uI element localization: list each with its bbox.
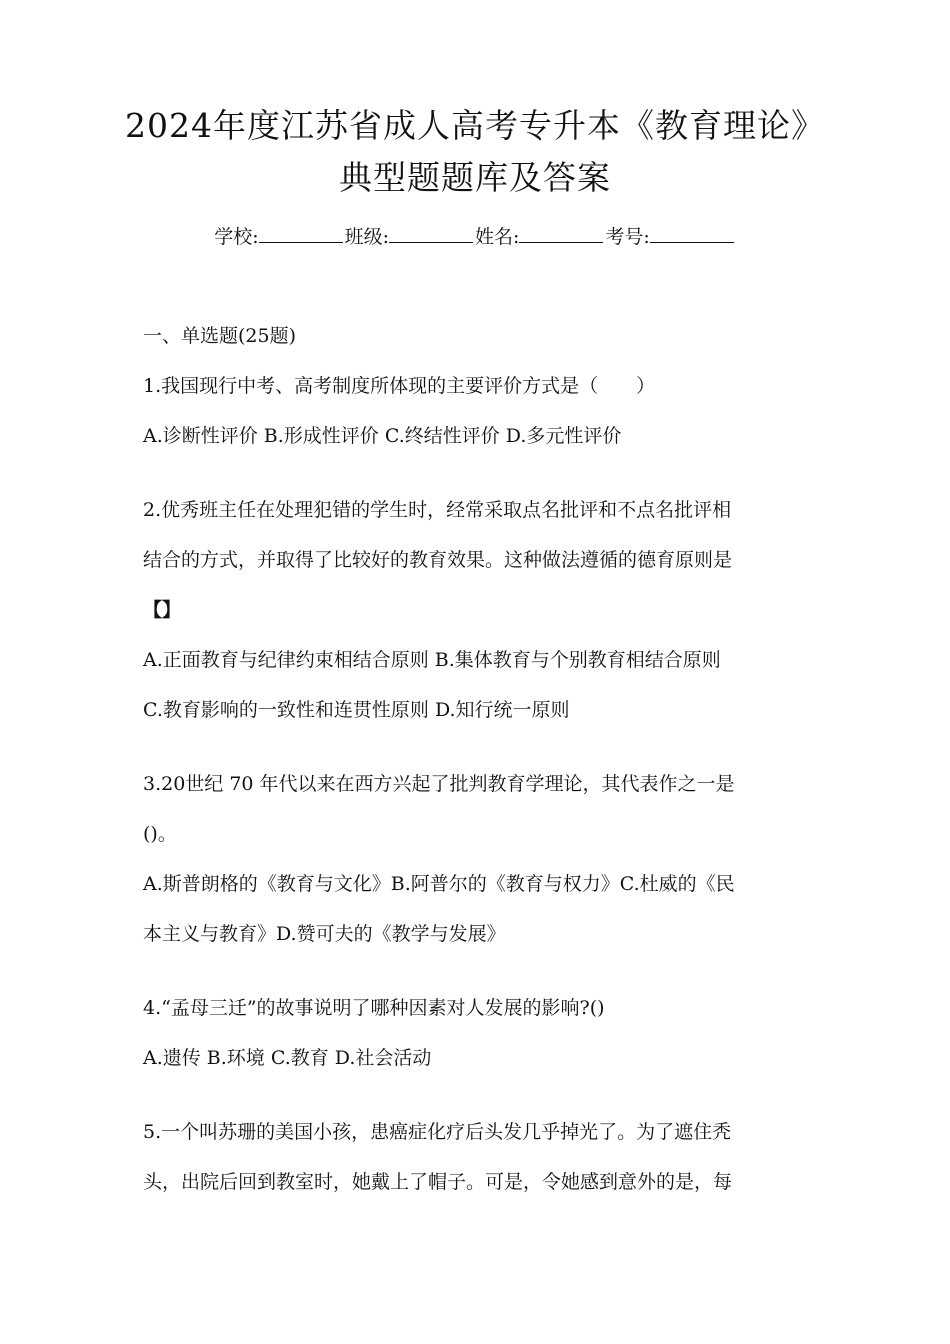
question-2-text-line-3: 【】 [143,599,182,621]
school-label: 学校: [214,226,259,248]
school-blank [259,224,343,243]
question-4-options: A.遗传 B.环境 C.教育 D.社会活动 [143,1047,432,1069]
question-3-options-line-2: 本主义与教育》D.赞可夫的《教学与发展》 [143,923,506,945]
exam-number-blank [650,224,734,243]
document-title-line-1: 2024年度江苏省成人高考专升本《教育理论》 [125,106,825,145]
name-label: 姓名: [475,226,520,248]
question-3-text-line-2: ()。 [143,823,177,845]
name-blank [519,224,603,243]
question-2-options-line-2: C.教育影响的一致性和连贯性原则 D.知行统一原则 [143,699,570,721]
question-3-text-line-1: 3.20世纪 70 年代以来在西方兴起了批判教育学理论，其代表作之一是 [143,773,735,795]
question-4-text: 4.“孟母三迁”的故事说明了哪种因素对人发展的影响?() [143,997,605,1019]
class-blank [389,224,473,243]
question-3-options-line-1: A.斯普朗格的《教育与文化》B.阿普尔的《教育与权力》C.杜威的《民 [143,873,735,895]
class-label: 班级: [344,226,389,248]
question-5-text-line-2: 头，出院后回到教室时，她戴上了帽子。可是，令她感到意外的是，每 [143,1171,733,1193]
question-2-options-line-1: A.正面教育与纪律约束相结合原则 B.集体教育与个别教育相结合原则 [143,649,721,671]
question-2-text-line-2: 结合的方式，并取得了比较好的教育效果。这种做法遵循的德育原则是 [143,549,733,571]
question-2-text-line-1: 2.优秀班主任在处理犯错的学生时，经常采取点名批评和不点名批评相 [143,499,732,521]
section-heading: 一、单选题(25题) [143,325,297,347]
question-1-text: 1.我国现行中考、高考制度所体现的主要评价方式是（ ） [143,375,656,397]
question-5-text-line-1: 5.一个叫苏珊的美国小孩，患癌症化疗后头发几乎掉光了。为了遮住秃 [143,1121,732,1143]
exam-number-label: 考号: [605,226,650,248]
student-info-row [0,224,950,250]
question-1-options: A.诊断性评价 B.形成性评价 C.终结性评价 D.多元性评价 [143,425,622,447]
document-title-line-2: 典型题题库及答案 [339,158,611,197]
